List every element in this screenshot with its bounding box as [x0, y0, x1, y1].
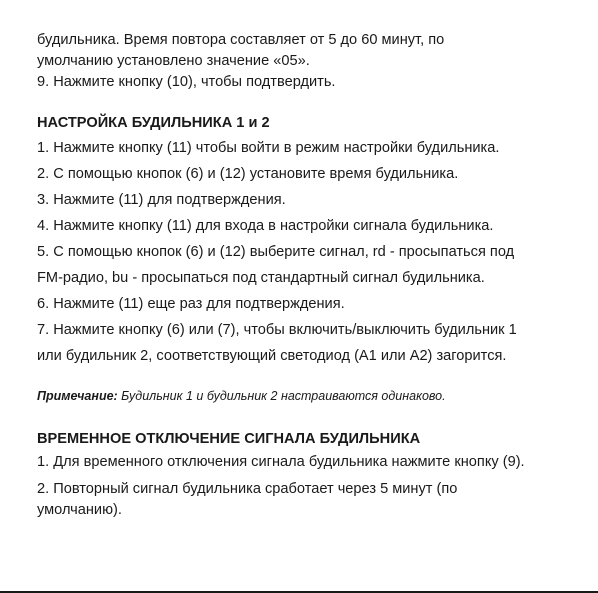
intro-line-2: умолчанию установлено значение «05».	[37, 53, 310, 69]
alarm-step-5-cont: FM-радио, bu - просыпаться под стандартный сигнал будильника.	[37, 270, 485, 286]
snooze-heading: ВРЕМЕННОЕ ОТКЛЮЧЕНИЕ СИГНАЛА БУДИЛЬНИКА	[37, 431, 421, 447]
note-text: Будильник 1 и будильник 2 настраиваются одинаково.	[117, 389, 446, 403]
alarm-step-3: 3. Нажмите (11) для подтверждения.	[37, 192, 286, 208]
manual-page	[37, 30, 585, 521]
intro-line-1: будильника. Время повтора составляет от 5 до 60 минут, по	[37, 32, 445, 48]
snooze-step-1: 1. Для временного отключения сигнала будильника нажмите кнопку (9).	[37, 454, 525, 470]
alarm-step-1: 1. Нажмите кнопку (11) чтобы войти в режим настройки будильника.	[37, 140, 500, 156]
alarm-step-4: 4. Нажмите кнопку (11) для входа в настройки сигнала будильника.	[37, 218, 494, 234]
intro-step-9: 9. Нажмите кнопку (10), чтобы подтвердить.	[37, 74, 336, 90]
note-paragraph	[37, 387, 585, 405]
note-label: Примечание:	[37, 389, 118, 403]
alarm-setup-heading: НАСТРОЙКА БУДИЛЬНИКА 1 и 2	[37, 115, 270, 131]
alarm-step-7: 7. Нажмите кнопку (6) или (7), чтобы включить/выключить будильник 1	[37, 322, 517, 338]
snooze-step-2: 2. Повторный сигнал будильника сработает через 5 минут (по умолчанию).	[37, 481, 458, 518]
alarm-step-5: 5. С помощью кнопок (6) и (12) выберите сигнал, rd - просыпаться под	[37, 244, 515, 260]
alarm-step-6: 6. Нажмите (11) еще раз для подтверждения.	[37, 296, 345, 312]
alarm-step-7-cont: или будильник 2, соответствующий светодиод (A1 или A2) загорится.	[37, 348, 507, 364]
alarm-step-2: 2. С помощью кнопок (6) и (12) установите время будильника.	[37, 166, 459, 182]
